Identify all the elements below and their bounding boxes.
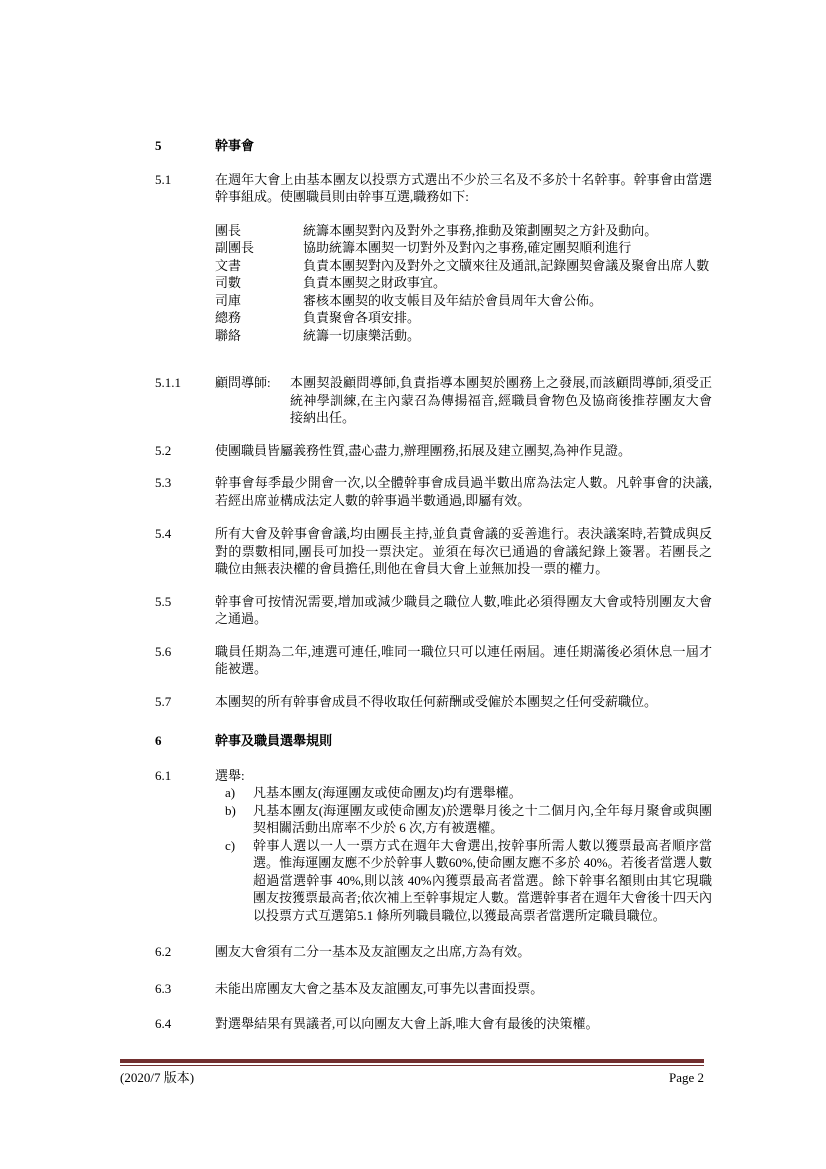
- clause-number: 5.2: [155, 442, 172, 458]
- subclause-letter: b): [225, 802, 236, 818]
- officer-role-row: [215, 257, 712, 275]
- clause-number: 5.7: [155, 693, 172, 709]
- section-6-heading: [155, 732, 712, 750]
- officer-role-row: [215, 222, 712, 240]
- clause-number: 6.3: [155, 980, 172, 996]
- clause-label: 選舉:: [215, 767, 245, 783]
- section-title: 幹事會: [215, 138, 255, 153]
- clause-text: 在週年大會上由基本團友以投票方式選出不少於三名及不多於十名幹事。幹事會由當選幹事組成。使團職員則由幹事互選,職務如下:: [215, 171, 712, 204]
- role-name: 副團長: [215, 240, 255, 255]
- footer: [120, 1069, 704, 1086]
- footer-version: (2020/7 版本): [120, 1070, 195, 1085]
- clause-text: 所有大會及幹事會會議,均由團長主持,並負責會議的妥善進行。表決議案時,若贊成與反對的票數相同,團長可加投一票決定。並須在每次已通過的會議紀錄上簽署。若團長之職位由無表決權的會員擔任,則他在會員大會上並無加投一票的權力。: [215, 526, 712, 576]
- role-description: 統籌本團契對內及對外之事務,推動及策劃團契之方針及動向。: [303, 222, 658, 238]
- subclause-a: [215, 784, 712, 802]
- clause-number: 6.4: [155, 1016, 172, 1031]
- clause-text: 本團契設顧問導師,負責指導本團契於團務上之發展,而該顧問導師,須受正統神學訓練,在主內蒙召為傳揚福音,經職員會物色及協商後推荐團友大會接納出任。: [290, 375, 712, 425]
- clause-text: 團友大會須有二分一基本及友誼團友之出席,方為有效。: [215, 944, 531, 959]
- clause-number: 6.2: [155, 944, 172, 959]
- subclause-letter: a): [225, 785, 236, 800]
- clause-number: 5.6: [155, 643, 172, 659]
- clause-number: 6.1: [155, 767, 172, 783]
- clause-text: 對選舉結果有異議者,可以向團友大會上訴,唯大會有最後的決策權。: [215, 1016, 599, 1031]
- role-name: 團長: [215, 222, 242, 238]
- clause-text: 本團契的所有幹事會成員不得收取任何薪酬或受僱於本團契之任何受薪職位。: [215, 693, 658, 709]
- officer-role-row: [215, 239, 712, 257]
- clause-5-1: [155, 171, 712, 345]
- role-name: 聯絡: [215, 327, 242, 343]
- subclause-text: 凡基本團友(海運團友或使命團友)均有選舉權。: [253, 785, 522, 800]
- subclause-text: 幹事人選以一人一票方式在週年大會選出,按幹事所需人數以獲票最高者順序當選。惟海運團友應不少於幹事人數60%,使命團友應不多於 40%。若後者當選人數超過當選幹事 40%,則以該 40%內獲票最高者當選。餘下幹事名額則由其它現職團友按獲票最高者;依次補上至幹事規定人數。當選幹事者在週年大會後十四天內以投票方式互選第5.1 條所列職員職位,以獲最高票者當選所定職員職位。: [253, 837, 712, 923]
- role-name: 司數: [215, 275, 242, 290]
- clause-text: 幹事會可按情況需要,增加或減少職員之職位人數,唯此必須得團友大會或特別團友大會之通過。: [215, 593, 712, 626]
- document-content: [155, 137, 712, 1048]
- role-name: 司庫: [215, 292, 242, 308]
- clause-6-4: [155, 1015, 712, 1033]
- clause-5-7: [155, 693, 712, 711]
- clause-number: 5.3: [155, 475, 172, 490]
- clause-6-2: [155, 943, 712, 961]
- subclause-letter: c): [225, 837, 236, 853]
- section-number: 5: [155, 138, 162, 153]
- role-name: 總務: [215, 310, 242, 325]
- clause-text: 未能出席團友大會之基本及友誼團友,可事先以書面投票。: [215, 980, 544, 996]
- role-description: 統籌一切康樂活動。: [303, 327, 421, 343]
- clause-6-3: [155, 980, 712, 998]
- clause-number: 5.1.1: [155, 375, 181, 390]
- clause-text: 職員任期為二年,連選可連任,唯同一職位只可以連任兩屆。連任期滿後必須休息一屆才能被選。: [215, 643, 712, 676]
- officer-role-row: [215, 292, 712, 310]
- advisor-label: 顧問導師:: [215, 375, 271, 390]
- role-description: 負責本團契對內及對外之文牘來往及通訊,記錄團契會議及聚會出席人數: [303, 257, 710, 273]
- officer-role-row: [215, 309, 712, 327]
- clause-5-1-1: [155, 374, 712, 427]
- role-description: 審核本團契的收支帳目及年結於會員周年大會公佈。: [303, 292, 603, 308]
- role-description: 負責本團契之財政事宜。: [303, 275, 447, 290]
- officer-role-row: [215, 274, 712, 292]
- role-description: 負責聚會各項安排。: [303, 310, 421, 325]
- clause-text: 使團職員皆屬義務性質,盡心盡力,辦理團務,拓展及建立團契,為神作見證。: [215, 442, 632, 458]
- clause-5-4: [155, 525, 712, 578]
- subclause-text: 凡基本團友(海運團友或使命團友)於選舉月後之十二個月內,全年每月聚會或與團契相關活動出席率不少於 6 次,方有被選權。: [253, 802, 712, 835]
- clause-number: 5.4: [155, 526, 172, 541]
- clause-5-3: [155, 474, 712, 509]
- section-5-heading: [155, 137, 712, 155]
- officer-roles-list: [215, 222, 712, 345]
- clause-number: 5.1: [155, 171, 172, 187]
- clause-number: 5.5: [155, 593, 172, 609]
- clause-5-2: [155, 442, 712, 460]
- section-number: 6: [155, 733, 162, 748]
- section-title: 幹事及職員選舉規則: [215, 733, 333, 748]
- footer-separator-rule: [120, 1059, 704, 1066]
- clause-5-5: [155, 593, 712, 628]
- clause-6-1: [155, 767, 712, 925]
- subclause-c: [215, 837, 712, 925]
- clause-5-6: [155, 643, 712, 678]
- officer-role-row: [215, 327, 712, 345]
- role-name: 文書: [215, 257, 242, 273]
- footer-page-number: Page 2: [668, 1070, 704, 1085]
- clause-text: 幹事會每季最少開會一次,以全體幹事會成員過半數出席為法定人數。凡幹事會的決議,若經出席並構成法定人數的幹事過半數通過,即屬有效。: [215, 475, 712, 508]
- subclause-b: [215, 802, 712, 837]
- role-description: 協助統籌本團契一切對外及對內之事務,確定團契順利進行: [303, 240, 632, 255]
